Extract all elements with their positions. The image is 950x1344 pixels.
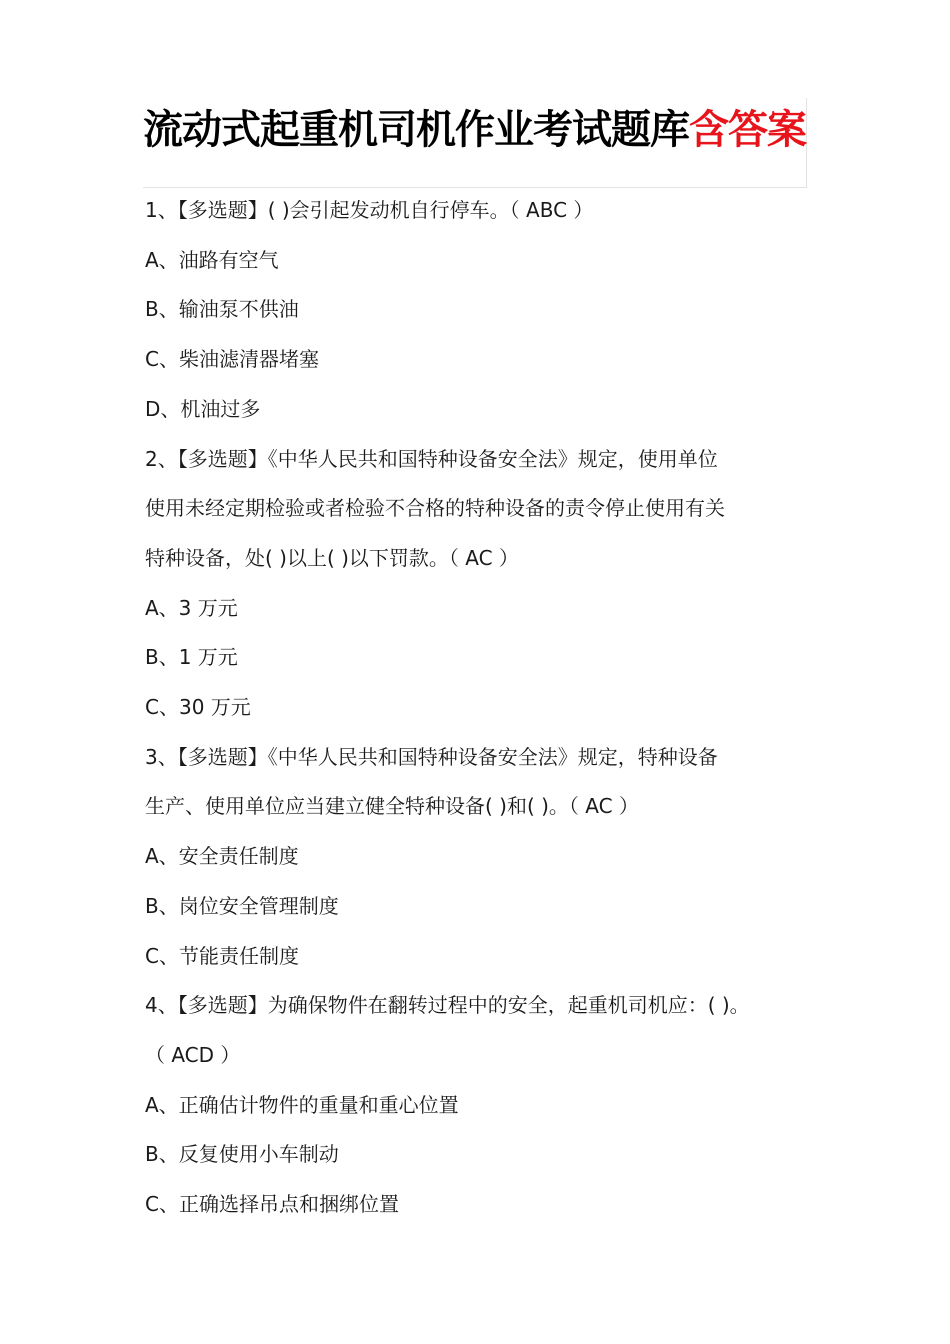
option-d: D、机油过多	[145, 396, 261, 421]
option-a: A、安全责任制度	[145, 844, 299, 869]
option-b: B、反复使用小车制动	[145, 1142, 339, 1167]
option-b: B、输油泵不供油	[145, 297, 299, 322]
question-stem-line: （ ACD ）	[145, 1042, 241, 1067]
question-stem-line: 使用未经定期检验或者检验不合格的特种设备的责令停止使用有关	[145, 496, 725, 521]
question-stem-line: 2、【多选题】《中华人民共和国特种设备安全法》规定，使用单位	[145, 446, 718, 471]
option-c: C、30 万元	[145, 695, 251, 720]
question-1	[145, 186, 810, 435]
document-title	[143, 106, 806, 154]
option-c: C、正确选择吊点和捆绑位置	[145, 1192, 399, 1217]
option-a: A、油路有空气	[145, 247, 279, 272]
question-2	[145, 435, 810, 733]
question-stem-line: 特种设备，处( )以上( )以下罚款。（ AC ）	[145, 545, 519, 570]
title-main: 流动式起重机司机作业考试题库	[143, 107, 689, 153]
question-3	[145, 733, 810, 982]
question-stem-line: 生产、使用单位应当建立健全特种设备( )和( )。（ AC ）	[145, 794, 639, 819]
option-c: C、柴油滤清器堵塞	[145, 347, 319, 372]
question-list	[145, 186, 810, 1230]
question-stem-line: 3、【多选题】《中华人民共和国特种设备安全法》规定，特种设备	[145, 744, 718, 769]
question-4	[145, 981, 810, 1230]
option-a: A、3 万元	[145, 595, 238, 620]
question-stem: 1、【多选题】( )会引起发动机自行停车。（ ABC ）	[145, 198, 594, 222]
title-accent: 含答案	[689, 107, 806, 153]
title-box	[143, 98, 807, 188]
option-b: B、岗位安全管理制度	[145, 893, 339, 918]
option-b: B、1 万元	[145, 645, 238, 670]
question-stem-line: 4、【多选题】为确保物件在翻转过程中的安全，起重机司机应：( )。	[145, 993, 750, 1018]
option-c: C、节能责任制度	[145, 943, 299, 968]
option-a: A、正确估计物件的重量和重心位置	[145, 1092, 459, 1117]
